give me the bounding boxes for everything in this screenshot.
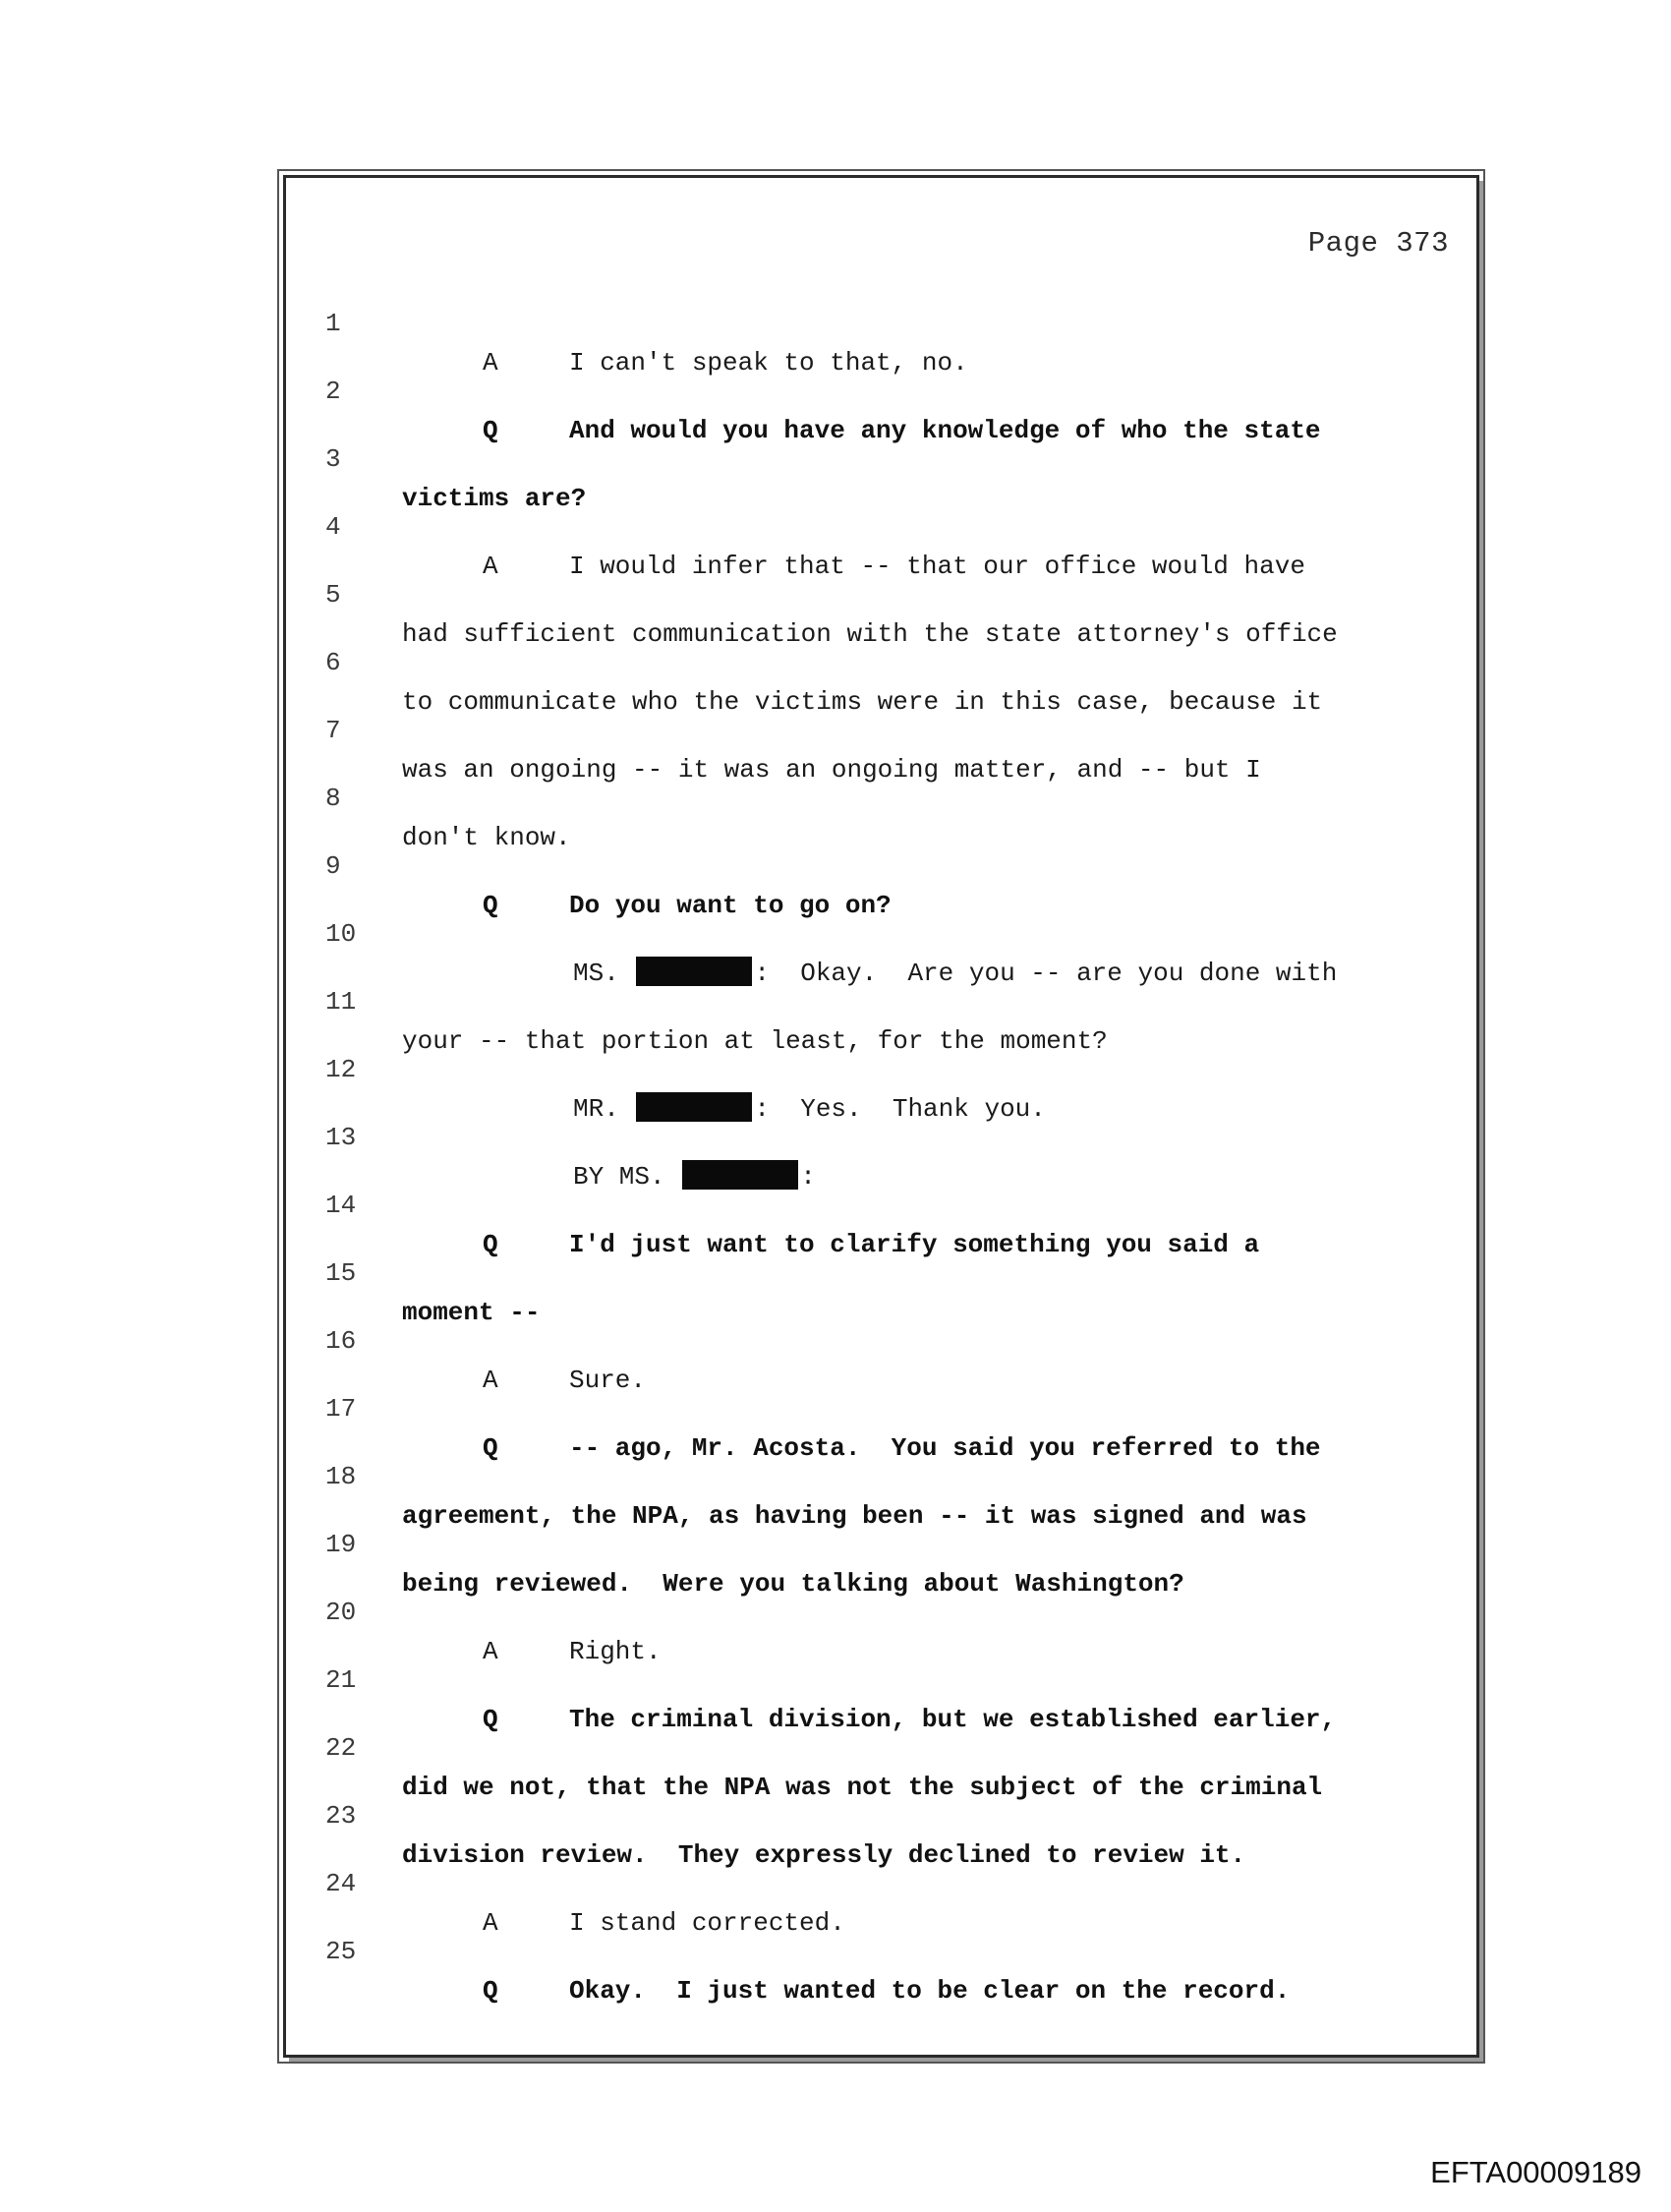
line-text: to communicate who the victims were in this case, because it — [402, 687, 1323, 717]
speaker-marker: A — [483, 552, 498, 581]
line-text: Okay. I just wanted to be clear on the record. — [569, 1976, 1291, 2006]
line-prefix: BY MS. — [573, 1162, 665, 1192]
line-number: 16 — [325, 1326, 357, 1356]
speaker-marker: A — [483, 348, 498, 378]
line-text: Sure. — [569, 1366, 647, 1395]
transcript-line — [286, 1621, 1476, 1734]
line-number: 25 — [325, 1937, 357, 1966]
line-text: I'd just want to clarify something you said a — [569, 1230, 1260, 1259]
line-text: division review. They expressly declined to review it. — [402, 1840, 1246, 1870]
line-text: And would you have any knowledge of who the state — [569, 416, 1321, 445]
transcript-line — [286, 604, 1476, 717]
line-text: Right. — [569, 1637, 662, 1666]
transcript-line — [286, 1078, 1476, 1192]
line-number: 9 — [325, 851, 341, 881]
transcript-line — [286, 1485, 1476, 1599]
transcript-line — [286, 264, 1476, 378]
line-number: 23 — [325, 1801, 357, 1831]
transcript-line — [286, 1689, 1476, 1802]
line-text: -- ago, Mr. Acosta. You said you referred to the — [569, 1433, 1321, 1463]
line-number: 19 — [325, 1530, 357, 1559]
line-prefix: MR. — [573, 1094, 619, 1124]
speaker-marker: Q — [483, 1230, 498, 1259]
line-text: Do you want to go on? — [569, 891, 892, 920]
line-number: 20 — [325, 1598, 357, 1627]
line-number: 17 — [325, 1394, 357, 1424]
line-number: 7 — [325, 716, 341, 745]
transcript-line — [286, 943, 1476, 1056]
line-number: 21 — [325, 1665, 357, 1695]
line-number: 5 — [325, 580, 341, 610]
speaker-marker: A — [483, 1366, 498, 1395]
line-text: had sufficient communication with the state attorney's office — [402, 619, 1338, 649]
line-text: agreement, the NPA, as having been -- it was signed and was — [402, 1501, 1307, 1531]
transcript-line — [286, 1011, 1476, 1124]
line-text: victims are? — [402, 484, 587, 513]
page-number: Page 373 — [1307, 227, 1449, 260]
transcript-line — [286, 671, 1476, 785]
document-id: EFTA00009189 — [1430, 2155, 1642, 2189]
line-number: 22 — [325, 1733, 357, 1763]
transcript-line — [286, 536, 1476, 649]
line-number: 2 — [325, 377, 341, 406]
transcript-line — [286, 1825, 1476, 1938]
speaker-marker: Q — [483, 1976, 498, 2006]
line-number: 14 — [325, 1191, 357, 1220]
transcript-line — [286, 1350, 1476, 1463]
transcript-line — [286, 1757, 1476, 1870]
speaker-marker: Q — [483, 1705, 498, 1734]
line-number: 18 — [325, 1462, 357, 1491]
transcript-line — [286, 807, 1476, 920]
transcript-line — [286, 332, 1476, 445]
line-text: was an ongoing -- it was an ongoing matter, and -- but I — [402, 755, 1261, 785]
speaker-marker: Q — [483, 1433, 498, 1463]
transcript-page-frame — [283, 175, 1479, 2058]
line-text: did we not, that the NPA was not the subject of the criminal — [402, 1773, 1323, 1802]
transcript-line — [286, 1553, 1476, 1666]
line-text: : Yes. Thank you. — [754, 1094, 1046, 1124]
line-number: 3 — [325, 444, 341, 474]
line-number: 6 — [325, 648, 341, 677]
line-text: : Okay. Are you -- are you done with — [754, 959, 1338, 988]
transcript-line — [286, 468, 1476, 581]
line-text: I can't speak to that, no. — [569, 348, 968, 378]
transcript-line — [286, 1282, 1476, 1395]
transcript-line — [286, 739, 1476, 852]
transcript-line — [286, 1214, 1476, 1327]
line-number: 13 — [325, 1123, 357, 1152]
transcript-line — [286, 875, 1476, 988]
line-number: 8 — [325, 784, 341, 813]
line-text: I would infer that -- that our office would have — [569, 552, 1305, 581]
speaker-marker: Q — [483, 891, 498, 920]
line-text: being reviewed. Were you talking about Washington? — [402, 1569, 1184, 1599]
line-text: don't know. — [402, 823, 571, 852]
line-number: 15 — [325, 1258, 357, 1288]
transcript-line — [286, 1892, 1476, 2006]
speaker-marker: A — [483, 1637, 498, 1666]
transcript-line — [286, 1418, 1476, 1531]
line-text: The criminal division, but we established earlier, — [569, 1705, 1337, 1734]
line-number: 10 — [325, 919, 357, 949]
line-number: 1 — [325, 309, 341, 338]
line-number: 24 — [325, 1869, 357, 1898]
transcript-line — [286, 1146, 1476, 1259]
transcript-line — [286, 400, 1476, 513]
line-prefix: MS. — [573, 959, 619, 988]
line-text: : — [800, 1162, 816, 1192]
line-number: 4 — [325, 512, 341, 542]
speaker-marker: Q — [483, 416, 498, 445]
line-text: moment -- — [402, 1298, 541, 1327]
speaker-marker: A — [483, 1908, 498, 1938]
line-text: I stand corrected. — [569, 1908, 845, 1938]
line-number: 11 — [325, 987, 357, 1017]
line-number: 12 — [325, 1055, 357, 1084]
line-text: your -- that portion at least, for the moment? — [402, 1026, 1108, 1056]
